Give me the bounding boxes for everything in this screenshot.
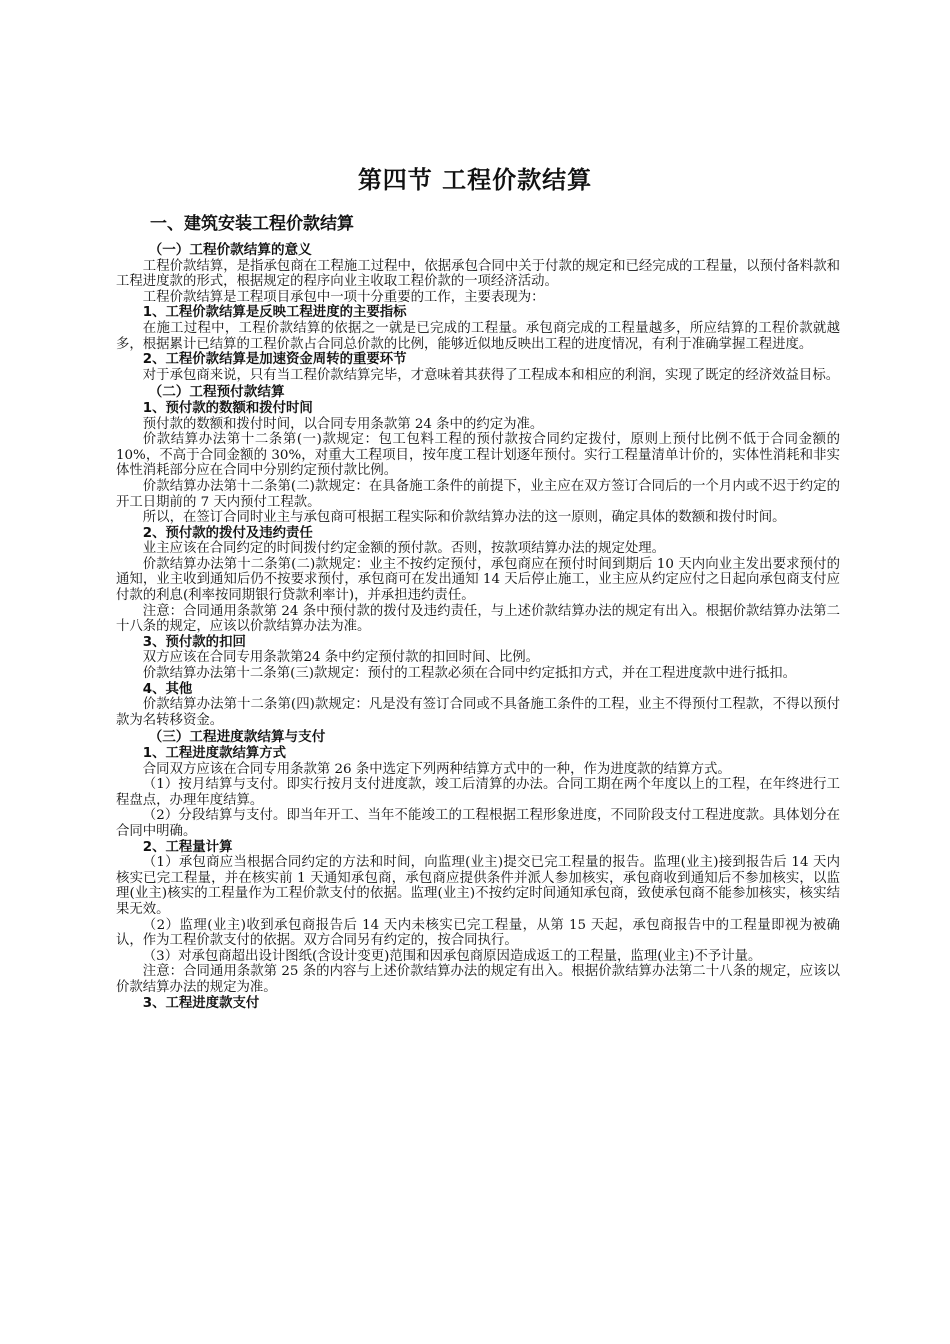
paragraph: 所以，在签订合同时业主与承包商可根据工程实际和价款结算办法的这一原则，确定具体的数额和拨付时间。	[142, 510, 786, 526]
item-heading: 4、其他	[142, 681, 193, 697]
subsection-heading: （一）工程价款结算的意义	[148, 242, 312, 258]
document-body	[116, 241, 840, 1011]
paragraph: 双方应该在合同专用条款第24 条中约定预付款的扣回时间、比例。	[142, 650, 540, 666]
paragraph: 注意：合同通用条款第 25 条的内容与上述价款结算办法的规定有出入。根据价款结算办法第二十八条的规定，应该以价款结算办法的规定为准。	[116, 964, 840, 995]
paragraph: 价款结算办法第十二条第(四)款规定：凡是没有签订合同或不具备施工条件的工程，业主不得预付工程款，不得以预付款为名转移资金。	[116, 697, 840, 728]
paragraph: 工程价款结算是工程项目承包中一项十分重要的工作，主要表现为：	[142, 289, 545, 305]
item-heading: 2、工程价款结算是加速资金周转的重要环节	[142, 352, 407, 368]
subsection-heading: （二）工程预付款结算	[148, 384, 285, 401]
paragraph: （2）分段结算与支付。即当年开工、当年不能竣工的工程根据工程形象进度，不同阶段支付工程进度款。具体划分在合同中明确。	[116, 808, 840, 839]
paragraph: 价款结算办法第十二条第(一)款规定：包工包料工程的预付款按合同约定拨付，原则上预付比例不低于合同金额的 10%，不高于合同金额的 30%，对重大工程项目，按年度工程计划逐年预付。实行工程量清单计价的，实体性消耗和非实体性消耗部分应在合同中分别约定预付款比例。	[116, 432, 840, 479]
paragraph: 预付款的数额和拨付时间，以合同专用条款第 24 条中的约定为准。	[142, 416, 544, 432]
item-heading: 3、预付款的扣回	[142, 634, 246, 650]
paragraph: 工程价款结算，是指承包商在工程施工过程中，依据承包合同中关于付款的规定和已经完成的工程量，以预付备料款和工程进度款的形式，根据规定的程序向业主收取工程价款的一项经济活动。	[116, 258, 840, 290]
item-heading: 1、工程价款结算是反映工程进度的主要指标	[142, 305, 407, 321]
paragraph: （2）监理(业主)收到承包商报告后 14 天内未核实已完工程量，从第 15 天起，承包商报告中的工程量即视为被确认，作为工程价款支付的依据。双方合同另有约定的，按合同执行。	[116, 917, 840, 949]
paragraph: （3）对承包商超出设计图纸(含设计变更)范围和因承包商原因造成返工的工程量，监理(业主)不予计量。	[142, 948, 762, 964]
paragraph: 在施工过程中，工程价款结算的依据之一就是已完成的工程量。承包商完成的工程量越多，所应结算的工程价款就越多，根据累计已结算的工程价款占合同总价款的比例，能够近似地反映出工程的进度情况，有利于准确掌握工程进度。	[116, 320, 840, 352]
item-heading: 2、工程量计算	[142, 839, 233, 855]
item-heading: 2、预付款的拨付及违约责任	[142, 525, 313, 541]
item-heading: 1、预付款的数额和拨付时间	[142, 400, 313, 416]
section-heading: 一、建筑安装工程价款结算	[150, 214, 354, 234]
paragraph: 业主应该在合同约定的时间拨付约定金额的预付款。否则，按款项结算办法的规定处理。	[142, 541, 666, 557]
paragraph: （1）承包商应当根据合同约定的方法和时间，向监理(业主)提交已完工程量的报告。监理(业主)接到报告后 14 天内核实已完工程量，并在核实前 1 天通知承包商，承包商应提供条件并派人参加核实，承包商收到通知后不参加核实，以监理(业主)核实的工程量作为工程价款支付的依据。监理(业主)不按约定时间通知承包商，致使承包商不能参加核实，核实结果无效。	[116, 855, 840, 917]
paragraph: 价款结算办法第十二条第(三)款规定：预付的工程款必须在合同中约定抵扣方式，并在工程进度款中进行抵扣。	[142, 666, 796, 682]
paragraph: 对于承包商来说，只有当工程价款结算完毕，才意味着其获得了工程成本和相应的利润，实现了既定的经济效益目标。	[142, 367, 840, 383]
paragraph: 价款结算办法第十二条第(二)款规定：业主不按约定预付，承包商应在预付时间到期后 10 天内向业主发出要求预付的通知，业主收到通知后仍不按要求预付，承包商可在发出通知 14 天后停止施工，业主应从约定应付之日起向承包商支付应付款的利息(利率按同期银行贷款利率计)，并承担违约责任。	[116, 556, 840, 604]
paragraph: （1）按月结算与支付。即实行按月支付进度款，竣工后清算的办法。合同工期在两个年度以上的工程，在年终进行工程盘点，办理年度结算。	[116, 777, 840, 808]
paragraph: 注意：合同通用条款第 24 条中预付款的拨付及违约责任，与上述价款结算办法的规定有出入。根据价款结算办法第二十八条的规定，应该以价款结算办法为准。	[116, 603, 840, 635]
subsection-heading: （三）工程进度款结算与支付	[148, 729, 326, 746]
paragraph: 价款结算办法第十二条第(二)款规定：在具备施工条件的前提下，业主应在双方签订合同后的一个月内或不迟于约定的开工日期前的 7 天内预付工程款。	[116, 478, 840, 510]
item-heading: 3、工程进度款支付	[142, 995, 260, 1011]
page-title: 第四节 工程价款结算	[357, 166, 593, 194]
paragraph: 合同双方应该在合同专用条款第 26 条中选定下列两种结算方式中的一种，作为进度款的结算方式。	[142, 761, 731, 777]
item-heading: 1、工程进度款结算方式	[142, 746, 287, 761]
